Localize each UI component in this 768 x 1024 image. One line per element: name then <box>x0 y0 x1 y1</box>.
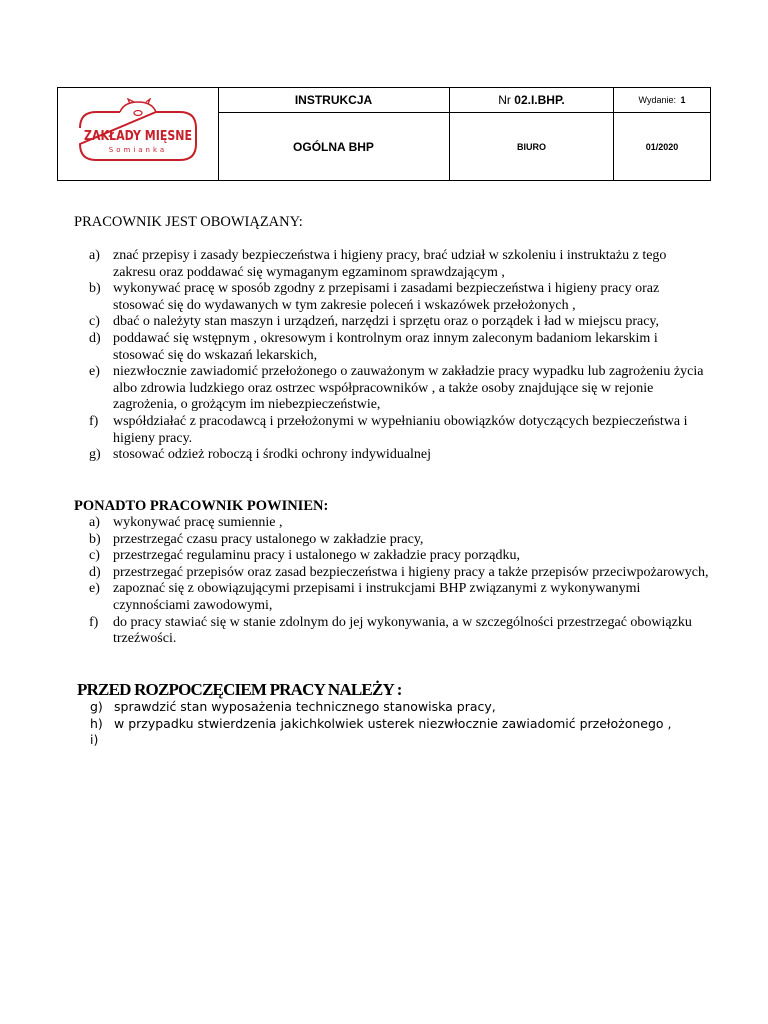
section3-title <box>77 680 402 700</box>
list-item <box>90 699 710 716</box>
list-item-text: współdziałać z pracodawcą i przełożonymi w wypełnianiu obowiązków dotyczących bezpieczeństwa i higieny pracy. <box>113 413 688 446</box>
section1-title-suffix: : <box>298 214 303 230</box>
list-item-text: sprawdzić stan wyposażenia technicznego stanowiska pracy, <box>114 699 496 714</box>
list-item <box>90 716 710 733</box>
list-item <box>89 364 709 414</box>
doc-number-prefix: Nr <box>498 93 511 107</box>
list-item-marker: d) <box>89 330 101 346</box>
list-item <box>89 615 709 648</box>
section1-list <box>89 248 709 464</box>
issue-date: 01/2020 <box>645 141 679 152</box>
section1-title-text: PRACOWNIK JEST OBOWIĄZANY <box>74 214 299 230</box>
list-item-marker: i) <box>90 732 99 747</box>
list-item-marker: a) <box>89 515 100 530</box>
list-item-marker: b) <box>89 281 101 297</box>
department-cell <box>450 113 614 180</box>
list-item-text: w przypadku stwierdzenia jakichkolwiek usterek niezwłocznie zawiadomić przełożonego , <box>114 715 672 731</box>
list-item-marker: b) <box>89 531 101 547</box>
list-item <box>89 548 709 565</box>
list-item <box>89 581 709 614</box>
list-item-marker: e) <box>89 364 100 380</box>
section1-title <box>74 214 303 231</box>
list-item <box>89 414 709 447</box>
list-item-text: do pracy stawiać się w stanie zdolnym do jej wykonywania, a w szczególności przestrzegać obowiązku trzeźwości. <box>113 614 692 647</box>
list-item-text: przestrzegać regulaminu pracy i ustalonego w zakładzie pracy porządku, <box>113 548 520 564</box>
list-item-marker: g) <box>90 699 103 714</box>
list-item <box>89 532 709 549</box>
doc-subject: OGÓLNA BHP <box>293 139 374 154</box>
doc-type-cell <box>218 88 450 113</box>
logo-cell <box>58 88 219 180</box>
list-item-marker: c) <box>89 314 100 330</box>
document-header-table <box>57 87 711 181</box>
list-item-text: przestrzegać przepisów oraz zasad bezpieczeństwa i higieny pracy a także przepisów przeciwpożarowych, <box>113 564 709 580</box>
list-item <box>89 281 709 314</box>
department: BIURO <box>517 141 546 152</box>
list-item-text: wykonywać pracę w sposób zgodny z przepisami i zasadami bezpieczeństwa i higieny pracy oraz stosować się do wydawanych w tym zakresie poleceń i wskazówek przełożonych , <box>113 281 660 313</box>
list-item <box>89 331 709 364</box>
list-item-text: zapoznać się z obowiązującymi przepisami i instrukcjami BHP związanymi z wykonywanymi czynnościami zawodowymi, <box>113 581 641 613</box>
list-item-marker: f) <box>89 413 99 429</box>
doc-subject-cell <box>218 113 450 180</box>
list-item-text: niezwłocznie zawiadomić przełożonego o zauważonym w zakładzie pracy wypadku lub zagrożeniu życia albo zdrowia ludzkiego oraz ostrzec współpracowników , a także osoby znajdujące się w rejonie zagrożenia, o grożącym im niebezpieczeństwie, <box>113 364 704 413</box>
logo-brand-line2: Somianka <box>108 146 168 154</box>
edition-value: 1 <box>680 95 686 105</box>
list-item <box>90 732 710 748</box>
logo-brand-line1: ZAKŁADY MIĘSNE <box>84 129 192 144</box>
list-item-marker: a) <box>89 248 100 263</box>
list-item <box>89 565 709 582</box>
list-item-text: wykonywać pracę sumiennie , <box>113 515 283 530</box>
section3-title-text: PRZED ROZPOCZĘCIEM PRACY NALEŻY : <box>77 680 402 699</box>
edition-cell <box>614 88 710 113</box>
list-item-marker: g) <box>89 447 101 463</box>
list-item-marker: f) <box>89 614 99 630</box>
list-item-text: przestrzegać czasu pracy ustalonego w zakładzie pracy, <box>113 531 424 547</box>
list-item-marker: e) <box>89 581 100 597</box>
list-item-marker: c) <box>89 548 100 564</box>
section3-list <box>90 699 710 748</box>
list-item-text: poddawać się wstępnym , okresowym i kontrolnym oraz innym zaleconym badaniom lekarskim i stosować się do wskazań lekarskich, <box>113 330 658 363</box>
doc-number-cell <box>450 88 614 113</box>
list-item-text: stosować odzież roboczą i środki ochrony indywidualnej <box>113 447 432 463</box>
date-cell <box>614 113 710 180</box>
list-item-marker: d) <box>89 564 101 580</box>
edition-label: Wydanie: <box>638 95 676 105</box>
section2-list <box>89 515 709 648</box>
list-item <box>89 314 709 331</box>
list-item-text: znać przepisy i zasady bezpieczeństwa i higieny pracy, brać udział w szkoleniu i instruktażu z tego zakresu oraz poddawać się wymaganym egzaminom sprawdzającym , <box>113 248 667 280</box>
section2-title <box>74 498 328 515</box>
doc-type: INSTRUKCJA <box>294 93 373 107</box>
list-item <box>89 515 709 532</box>
company-logo <box>72 98 204 170</box>
list-item <box>89 248 709 281</box>
section2-title-text: PONADTO PRACOWNIK POWINIEN: <box>74 498 329 514</box>
list-item-text: dbać o należyty stan maszyn i urządzeń, narzędzi i sprzętu oraz o porządek i ład w miejscu pracy, <box>113 314 660 330</box>
list-item-marker: h) <box>90 715 103 731</box>
doc-number-value: 02.I.BHP. <box>514 93 565 107</box>
list-item <box>89 447 709 464</box>
